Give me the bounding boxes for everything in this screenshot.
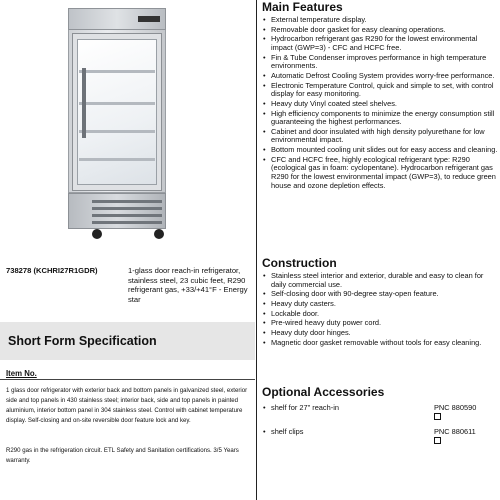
list-item: • Cabinet and door insulated with high density polyurethane for low environmental impact. (262, 128, 498, 145)
list-item: • Fin & Tube Condenser improves performance in high temperature environments. (262, 54, 498, 71)
fridge-louver (92, 221, 162, 224)
accessory-pnc: PNC 880590 (434, 403, 477, 412)
list-item: • Heavy duty Vinyl coated steel shelves. (262, 100, 498, 109)
construction-title: Construction (262, 256, 337, 270)
accessory-label: • shelf for 27" reach-in (271, 403, 339, 412)
fridge-shelf (79, 130, 155, 133)
list-item: • Self-closing door with 90-degree stay-open feature. (262, 290, 498, 299)
list-item: • Stainless steel interior and exterior, durable and easy to clean for daily commercial use. (262, 272, 498, 289)
list-item: • Bottom mounted cooling unit slides out for easy access and cleaning. (262, 146, 498, 155)
accessory-checkbox[interactable] (434, 413, 441, 420)
list-item: • Hydrocarbon refrigerant gas R290 for the lowest environmental impact (GWP=3) - CFC and HCFC free. (262, 35, 498, 52)
list-item: • Electronic Temperature Control, quick and simple to set, with control display for easy monitoring. (262, 82, 498, 99)
list-item: • Lockable door. (262, 310, 498, 319)
list-item: • External temperature display. (262, 16, 498, 25)
caster-icon (154, 229, 164, 239)
model-description: 1-glass door reach-in refrigerator, stainless steel, 23 cubic feet, R290 refrigerant gas, +33/+41°F - Energy star (128, 266, 248, 304)
fridge-shelf (79, 102, 155, 105)
fridge-louver (92, 207, 162, 210)
door-handle-icon (82, 68, 86, 138)
list-item: • Pre-wired heavy duty power cord. (262, 319, 498, 328)
accessory-pnc: PNC 880611 (434, 427, 476, 436)
list-item: • Magnetic door gasket removable without tools for easy cleaning. (262, 339, 498, 348)
optional-accessories-title: Optional Accessories (262, 385, 385, 399)
list-item: • Heavy duty door hinges. (262, 329, 498, 338)
temperature-display-icon (138, 16, 160, 22)
main-features-list (262, 16, 498, 191)
construction-list (262, 272, 498, 348)
list-item: • Automatic Defrost Cooling System provides worry-free performance. (262, 72, 498, 81)
right-column (262, 0, 498, 500)
fridge-louver (92, 200, 162, 203)
accessory-label: • shelf clips (271, 427, 303, 436)
fridge-shelf (79, 70, 155, 73)
list-item: • CFC and HCFC free, highly ecological refrigerant type: R290 (ecological gas in foam: cyclopentane). Hydrocarbon refrigerant gas R290 for the lowest environmental impact (GWP=3), to reduce green house and ozone depletion effects. (262, 156, 498, 190)
short-form-paragraph-1: 1 glass door refrigerator with exterior back and bottom panels in galvanized steel, exterior side and top panels in 430 stainless steel; interior back, side and top panels in painted aluminium, interior bottom panel in 304 stainless steel. Control with cabinet temperature display. Self-closing and on-site reversible door feature lock and key. (6, 387, 248, 424)
item-no-label: Item No. (6, 369, 37, 378)
short-form-title: Short Form Specification (8, 334, 157, 348)
column-divider (256, 0, 257, 500)
caster-icon (92, 229, 102, 239)
main-features-title: Main Features (262, 0, 343, 14)
refrigerator-image (62, 8, 172, 240)
accessory-checkbox[interactable] (434, 437, 441, 444)
short-form-paragraph-2: R290 gas in the refrigeration circuit. ETL Safety and Sanitation certifications. 3/5 Years warranty. (6, 447, 239, 464)
fridge-glass (77, 39, 157, 185)
list-item: • Removable door gasket for easy cleaning operations. (262, 26, 498, 35)
list-item: • Heavy duty casters. (262, 300, 498, 309)
fridge-louver (92, 214, 162, 217)
item-no-rule (0, 379, 255, 380)
list-item: • High efficiency components to minimize the energy consumption still guaranteeing the highest performances. (262, 110, 498, 127)
model-code: 738278 (KCHRI27R1GDR) (6, 266, 98, 275)
fridge-shelf (79, 158, 155, 161)
